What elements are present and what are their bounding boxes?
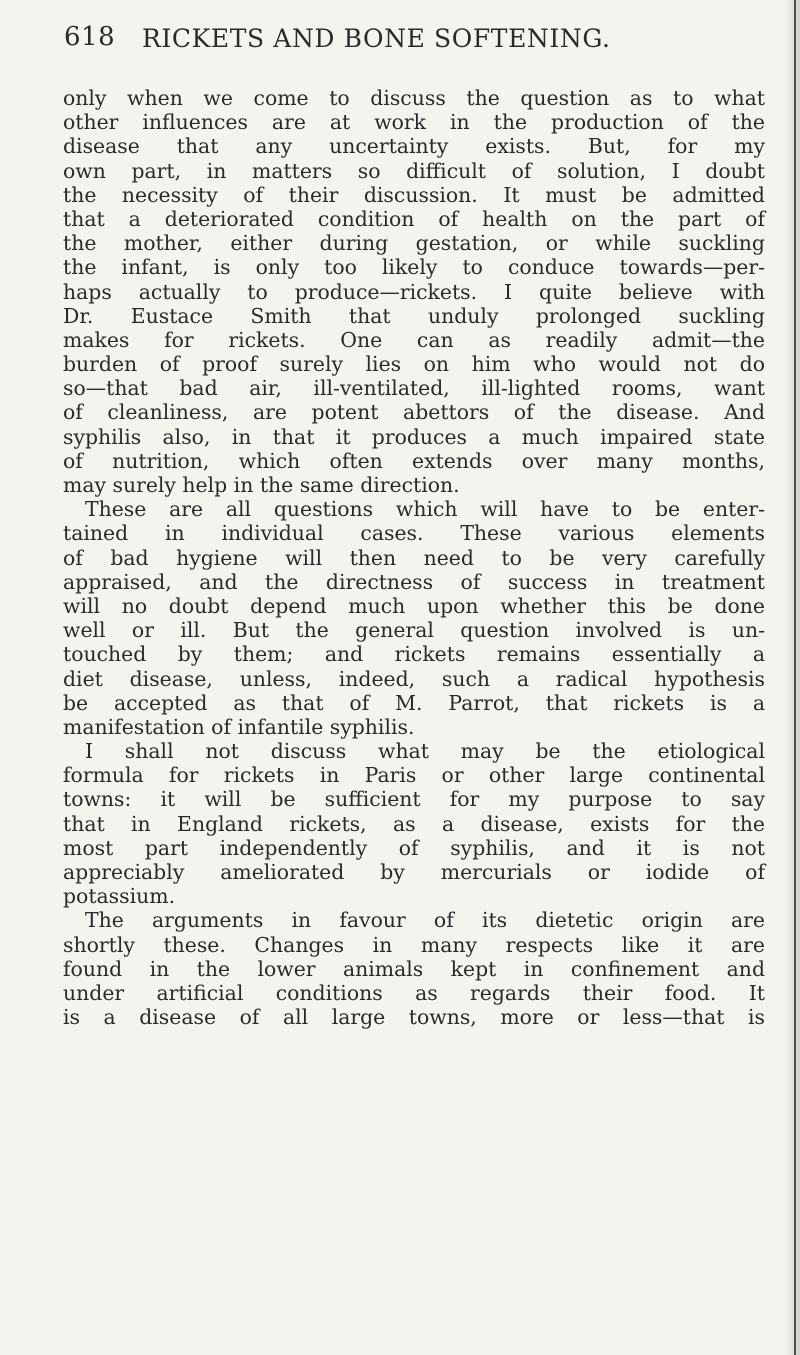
page-number: 618 (64, 22, 116, 52)
body-text (63, 86, 765, 1029)
running-head (64, 22, 764, 66)
paragraph (63, 739, 765, 908)
text-line: haps actually to produce—rickets. I quite believe with (63, 279, 765, 304)
paragraph (63, 908, 765, 1029)
text-line: makes for rickets. One can as readily admit—the (63, 327, 765, 352)
text-line: I shall not discuss what may be the etiological (85, 739, 765, 764)
text-line: Dr. Eustace Smith that unduly prolonged suckling (63, 303, 765, 328)
text-line: These are all questions which will have to be enter- (85, 497, 765, 522)
text-line: touched by them; and rickets remains essentially a (63, 642, 765, 667)
text-line: will no doubt depend much upon whether this be done (63, 593, 765, 618)
chapter-title: RICKETS AND BONE SOFTENING. (142, 24, 611, 53)
text-line: formula for rickets in Paris or other large continental (63, 763, 765, 788)
text-line: own part, in matters so difficult of solution, I doubt (63, 158, 765, 183)
text-line: manifestation of infantile syphilis. (63, 714, 415, 739)
text-line: potassium. (63, 884, 176, 909)
text-line: most part independently of syphilis, and it is not (63, 835, 765, 860)
text-line: other influences are at work in the production of the (63, 110, 765, 135)
page-edge-shadow (786, 0, 800, 1355)
text-line: The arguments in favour of its dietetic origin are (85, 908, 765, 933)
text-line: diet disease, unless, indeed, such a radical hypothesis (63, 666, 765, 691)
text-line: burden of proof surely lies on him who would not do (63, 352, 765, 377)
text-line: of nutrition, which often extends over many months, (63, 448, 765, 473)
paragraph (63, 86, 765, 497)
text-line: is a disease of all large towns, more or less—that is (63, 1005, 765, 1030)
text-line: only when we come to discuss the question as to what (63, 86, 765, 110)
text-line: of bad hygiene will then need to be very carefully (63, 545, 765, 570)
text-line: towns: it will be sufficient for my purpose to say (63, 787, 765, 812)
text-line: found in the lower animals kept in confinement and (63, 956, 765, 981)
text-line: may surely help in the same direction. (63, 473, 460, 497)
text-line: tained in individual cases. These various elements (63, 521, 765, 546)
text-line: that a deteriorated condition of health on the part of (63, 206, 765, 231)
text-line: the infant, is only too likely to conduce towards—per- (63, 255, 765, 280)
text-line: be accepted as that of M. Parrot, that rickets is a (63, 690, 765, 715)
text-line: of cleanliness, are potent abettors of the disease. And (63, 400, 765, 425)
text-line: so—that bad air, ill-ventilated, ill-lighted rooms, want (63, 376, 765, 401)
text-line: the necessity of their discussion. It must be admitted (63, 182, 765, 207)
text-line: under artificial conditions as regards their food. It (63, 980, 765, 1005)
text-line: that in England rickets, as a disease, exists for the (63, 811, 765, 836)
text-line: appraised, and the directness of success in treatment (63, 569, 765, 594)
paragraph (63, 497, 765, 739)
text-line: appreciably ameliorated by mercurials or iodide of (63, 860, 765, 884)
text-line: disease that any uncertainty exists. But, for my (63, 134, 765, 159)
text-line: the mother, either during gestation, or while suckling (63, 231, 765, 256)
text-line: shortly these. Changes in many respects like it are (63, 932, 765, 957)
text-line: well or ill. But the general question involved is un- (63, 618, 765, 643)
page-edge-line (794, 0, 796, 1355)
text-line: syphilis also, in that it produces a much impaired state (63, 424, 765, 449)
